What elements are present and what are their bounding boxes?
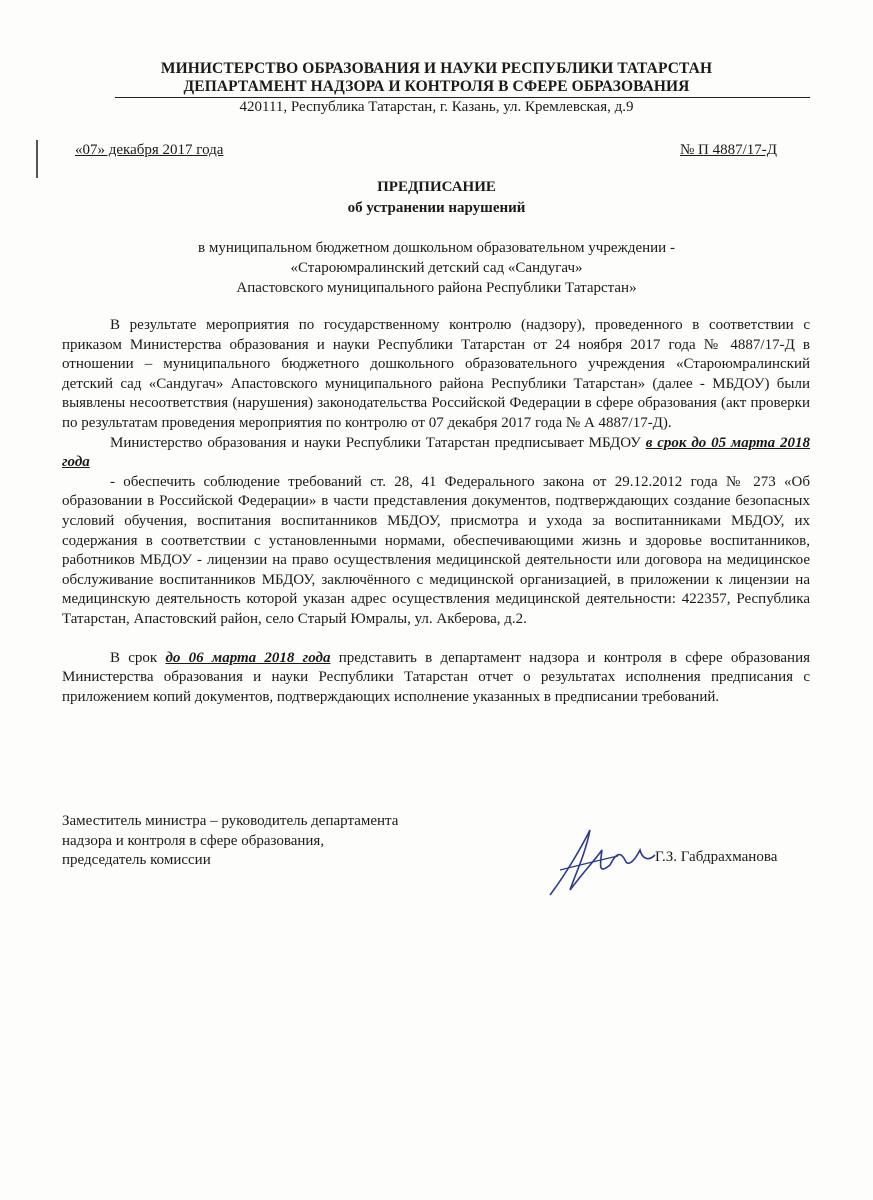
position-line: Заместитель министра – руководитель департамента: [62, 813, 399, 829]
paragraph-report: [62, 649, 810, 708]
scan-mark: [36, 140, 38, 178]
handwritten-signature: [540, 820, 660, 900]
paragraph-requirements: - обеспечить соблюдение требований ст. 28, 41 Федерального закона от 29.12.2012 года № 273 «Об образовании в Российской Федерации» в части представления документов, подтверждающих создание безопасных условий обучения, воспитания воспитанников МБДОУ, присмотра и ухода за воспитанниками МБДОУ, их содержания в соответствии с установленными нормами, обеспечивающими жизнь и здоровье воспитанников, работников МБДОУ - лицензии на право осуществления медицинской деятельности или договора на медицинское обслуживание воспитанников МБДОУ, заключённого с медицинской организацией, в приложении к лицензии на медицинскую деятельность которой указан адрес осуществления медицинской деятельности: 422357, Республика Татарстан, Апастовский район, село Старый Юмралы, ул. Акберова, д.2.: [62, 473, 810, 627]
position-line: надзора и контроля в сфере образования,: [62, 832, 325, 849]
report-text: представить в департамент надзора и контроля в сфере образования Министерства образования и науки Республики Татарстан отчет о результатах исполнения предписания с приложением копий документов, подтверждающих исполнение указанных в предписании требований.: [62, 649, 811, 705]
document-title: ПРЕДПИСАНИЕ: [377, 179, 496, 195]
document-body: [62, 316, 810, 707]
position-line: председатель комиссии: [62, 852, 211, 868]
document-number: № П 4887/17-Д: [680, 142, 778, 158]
signatory-position: [62, 812, 398, 871]
institution-line: Апастовского муниципального района Республики Татарстан»: [236, 280, 637, 296]
institution-line: «Староюмралинский детский сад «Сандугач»: [290, 260, 583, 276]
document-subtitle: об устранении нарушений: [347, 200, 526, 216]
signatory-name: Г.З. Габдрахманова: [655, 849, 778, 865]
address: 420111, Республика Татарстан, г. Казань, ул. Кремлевская, д.9: [239, 99, 634, 115]
ministry-name: МИНИСТЕРСТВО ОБРАЗОВАНИЯ И НАУКИ РЕСПУБЛИКИ ТАТАРСТАН: [160, 60, 713, 77]
header-divider: [115, 97, 810, 98]
paragraph-order: [62, 434, 810, 473]
paragraph-findings: В результате мероприятия по государственному контролю (надзору), проведенного в соответствии с приказом Министерства образования и науки Республики Татарстан от 24 ноября 2017 года № 4887/17-Д в отношении – муниципального бюджетного дошкольного образовательного учреждения «Староюмралинский детский сад «Сандугач» Апастовского муниципального района Республики Татарстан» (далее - МБДОУ) были выявлены несоответствия (нарушения) законодательства Российской Федерации в сфере образования (акт проверки по результатам проведения мероприятия по контролю от 07 декабря 2017 года № А 4887/17-Д).: [62, 317, 810, 431]
order-text: Министерство образования и науки Республики Татарстан предписывает МБДОУ: [110, 434, 646, 451]
institution-line: в муниципальном бюджетном дошкольном образовательном учреждении -: [198, 240, 675, 256]
document-date: «07» декабря 2017 года: [75, 142, 224, 158]
deadline-2: до 06 марта 2018 года: [165, 649, 331, 666]
deadline-1: в срок до 05 марта 2018 года: [62, 434, 811, 471]
report-prefix: В срок: [110, 649, 166, 666]
department-name: ДЕПАРТАМЕНТ НАДЗОРА И КОНТРОЛЯ В СФЕРЕ ОБРАЗОВАНИЯ: [183, 78, 690, 95]
